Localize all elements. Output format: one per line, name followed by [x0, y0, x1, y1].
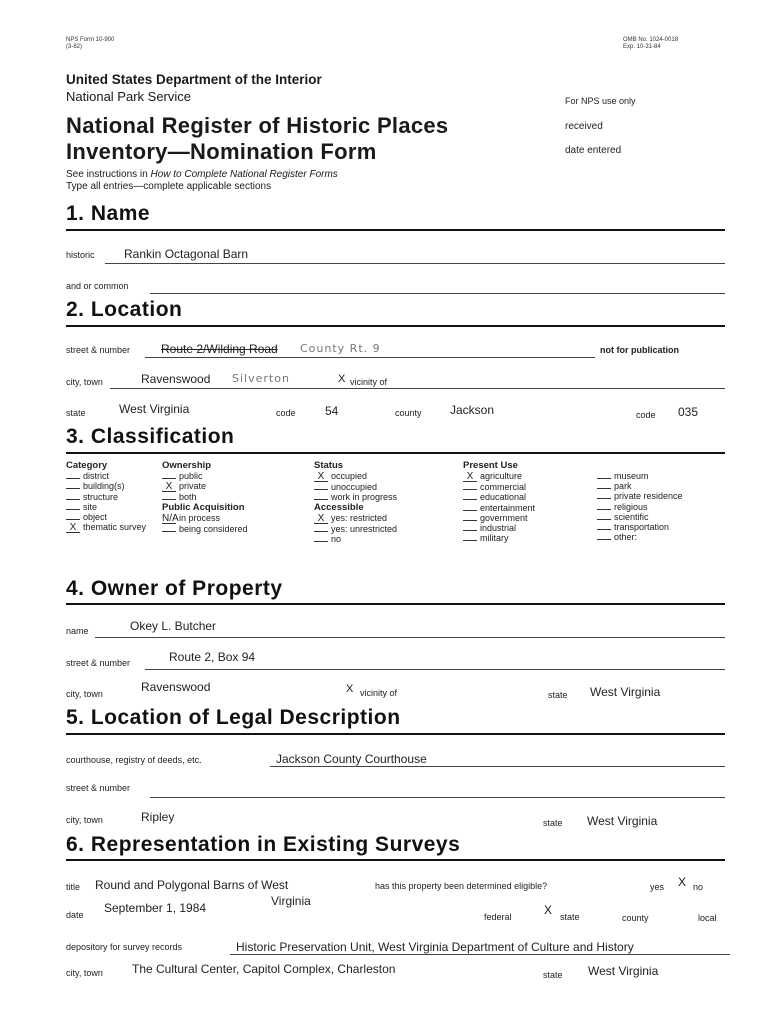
survey-title-value-2[interactable]: Virginia [271, 894, 311, 908]
owner-vicinity-mark[interactable]: X [346, 683, 354, 695]
section-name-heading: 1. Name [66, 202, 151, 225]
category-option-thematic-survey[interactable]: X thematic survey [66, 522, 151, 533]
access-option-no[interactable]: no [314, 534, 397, 544]
location-state-code[interactable]: 54 [325, 404, 339, 418]
instructions-line1 [66, 169, 338, 180]
instructions-italic: How to Complete National Register Forms [150, 169, 338, 180]
section-location-heading: 2. Location [66, 298, 183, 321]
nps-use-heading: For NPS use only [565, 96, 636, 106]
field-underline [95, 637, 725, 638]
category-option-structure[interactable]: structure [66, 492, 151, 502]
field-underline [150, 293, 725, 294]
ownership-option-public[interactable]: public [162, 471, 248, 481]
historic-label: historic [66, 250, 95, 260]
status-option-unoccupied[interactable]: unoccupied [314, 482, 397, 492]
legal-courthouse-label: courthouse, registry of deeds, etc. [66, 755, 202, 765]
section-rule [66, 452, 725, 454]
common-name-label: and or common [66, 281, 129, 291]
access-option-yes-restricted[interactable]: X yes: restricted [314, 513, 397, 524]
owner-vicinity-label: vicinity of [360, 688, 398, 698]
ownership-option-both[interactable]: both [162, 492, 248, 502]
category-option-buildings[interactable]: building(s) [66, 481, 151, 491]
section-rule [66, 229, 725, 231]
checkbox-line [580, 357, 594, 358]
legal-city-value[interactable]: Ripley [141, 810, 175, 824]
historic-value[interactable]: Rankin Octagonal Barn [124, 247, 249, 261]
public-acquisition-heading: Public Acquisition [162, 501, 245, 513]
use-option-entertainment[interactable]: entertainment [463, 503, 535, 513]
nps-date-entered-label: date entered [565, 145, 622, 156]
acquisition-option-in-process[interactable]: N/Ain process [162, 512, 221, 524]
present-use-column-2 [597, 471, 683, 542]
location-city-value[interactable]: Ravenswood [141, 372, 211, 386]
status-heading: Status [314, 460, 344, 471]
location-vicinity-label: vicinity of [350, 377, 388, 387]
survey-state-mark[interactable]: X [544, 903, 553, 917]
status-option-occupied[interactable]: X occupied [314, 471, 397, 482]
form-date: (3-82) [66, 44, 83, 50]
survey-state-option-label: state [560, 912, 580, 922]
category-option-district[interactable]: district [66, 471, 151, 481]
field-underline [110, 388, 725, 389]
instructions-prefix: See instructions in [66, 169, 151, 180]
section-classification-heading: 3. Classification [66, 425, 235, 448]
category-heading: Category [66, 460, 108, 471]
location-city-label: city, town [66, 377, 103, 387]
owner-street-label: street & number [66, 658, 131, 668]
omb-expiration: Exp. 10-31-84 [623, 44, 661, 50]
use-option-commercial[interactable]: commercial [463, 482, 535, 492]
survey-title-label: title [66, 882, 81, 892]
use-option-agriculture[interactable]: X agriculture [463, 471, 535, 482]
use-option-other[interactable]: other: [597, 532, 683, 542]
location-street-handwritten: County Rt. 9 [300, 342, 381, 355]
accessible-heading: Accessible [314, 501, 364, 513]
location-street-label: street & number [66, 345, 131, 355]
use-option-private-residence[interactable]: private residence [597, 491, 683, 501]
location-state-value[interactable]: West Virginia [119, 402, 190, 416]
owner-city-value[interactable]: Ravenswood [141, 680, 211, 694]
survey-federal-label: federal [484, 912, 512, 922]
depository-label: depository for survey records [66, 942, 183, 952]
location-county-value[interactable]: Jackson [450, 403, 495, 417]
eligible-no-label: no [693, 882, 704, 892]
location-code-label: code [276, 408, 296, 418]
section-owner-heading: 4. Owner of Property [66, 577, 283, 600]
location-street-struck-value[interactable]: Route 2/Wilding Road [161, 342, 278, 356]
access-option-yes-unrestricted[interactable]: yes: unrestricted [314, 524, 397, 534]
ownership-option-private[interactable]: X private [162, 481, 248, 492]
location-state-label: state [66, 408, 86, 418]
use-option-educational[interactable]: educational [463, 492, 535, 502]
field-underline [230, 954, 730, 955]
form-title-line2: Inventory—Nomination Form [66, 139, 377, 164]
field-underline [145, 669, 725, 670]
not-for-publication-label: not for publication [600, 345, 679, 355]
survey-state-label: state [543, 970, 563, 980]
owner-street-value[interactable]: Route 2, Box 94 [169, 650, 256, 664]
survey-title-value-1[interactable]: Round and Polygonal Barns of West [95, 878, 289, 892]
section-rule [66, 859, 725, 861]
use-option-museum[interactable]: museum [597, 471, 683, 481]
use-option-religious[interactable]: religious [597, 502, 683, 512]
owner-city-label: city, town [66, 689, 103, 699]
field-underline [145, 357, 595, 358]
location-county-code-label: code [636, 410, 656, 420]
eligible-no-mark[interactable]: X [678, 875, 687, 889]
owner-state-label: state [548, 690, 568, 700]
form-title-line1: National Register of Historic Places [66, 113, 449, 138]
owner-state-value[interactable]: West Virginia [590, 685, 661, 699]
omb-number: OMB No. 1024-0018 [623, 37, 679, 43]
survey-city-value[interactable]: The Cultural Center, Capitol Complex, Charleston [132, 962, 396, 976]
depository-value[interactable]: Historic Preservation Unit, West Virginia Department of Culture and History [236, 940, 634, 954]
legal-state-label: state [543, 818, 563, 828]
ownership-column [162, 461, 248, 534]
present-use-column [463, 461, 535, 543]
owner-name-label: name [66, 626, 89, 636]
status-column [314, 461, 397, 544]
legal-courthouse-value[interactable]: Jackson County Courthouse [276, 752, 427, 766]
form-number: NPS Form 10-900 [66, 37, 115, 43]
eligible-yes-label: yes [650, 882, 665, 892]
instructions-line2: Type all entries—complete applicable sections [66, 181, 272, 192]
category-option-site[interactable]: site [66, 502, 151, 512]
location-county-code[interactable]: 035 [678, 405, 699, 419]
use-option-scientific[interactable]: scientific [597, 512, 683, 522]
category-column [66, 461, 151, 533]
use-option-industrial[interactable]: industrial [463, 523, 535, 533]
ownership-heading: Ownership [162, 460, 212, 471]
legal-city-label: city, town [66, 815, 103, 825]
use-option-military[interactable]: military [463, 533, 535, 543]
use-option-government[interactable]: government [463, 513, 535, 523]
section-rule [66, 603, 725, 605]
survey-date-value[interactable]: September 1, 1984 [104, 901, 207, 915]
section-surveys-heading: 6. Representation in Existing Surveys [66, 833, 461, 856]
nps-received-label: received [565, 121, 603, 132]
category-option-object[interactable]: object [66, 512, 151, 522]
use-option-park[interactable]: park [597, 481, 683, 491]
section-rule [66, 325, 725, 327]
department-heading: United States Department of the Interior [66, 72, 322, 87]
acquisition-option-being-considered[interactable]: being considered [162, 524, 248, 534]
survey-county-label: county [622, 913, 649, 923]
section-rule [66, 733, 725, 735]
location-vicinity-mark[interactable]: X [338, 373, 346, 385]
present-use-heading: Present Use [463, 460, 518, 471]
survey-city-label: city, town [66, 968, 103, 978]
survey-state-value[interactable]: West Virginia [588, 964, 659, 978]
survey-date-label: date [66, 910, 84, 920]
location-county-label: county [395, 408, 422, 418]
survey-local-label: local [698, 913, 717, 923]
legal-street-label: street & number [66, 783, 131, 793]
legal-state-value[interactable]: West Virginia [587, 814, 658, 828]
use-option-transportation[interactable]: transportation [597, 522, 683, 532]
owner-name-value[interactable]: Okey L. Butcher [130, 619, 217, 633]
section-legal-heading: 5. Location of Legal Description [66, 706, 401, 729]
field-underline [105, 263, 725, 264]
field-underline [270, 766, 725, 767]
status-option-work-in-progress[interactable]: work in progress [314, 492, 397, 502]
service-heading: National Park Service [66, 89, 191, 104]
eligible-question: has this property been determined eligible? [375, 881, 548, 891]
field-underline [150, 797, 725, 798]
location-city-handwritten: Silverton [232, 372, 290, 385]
